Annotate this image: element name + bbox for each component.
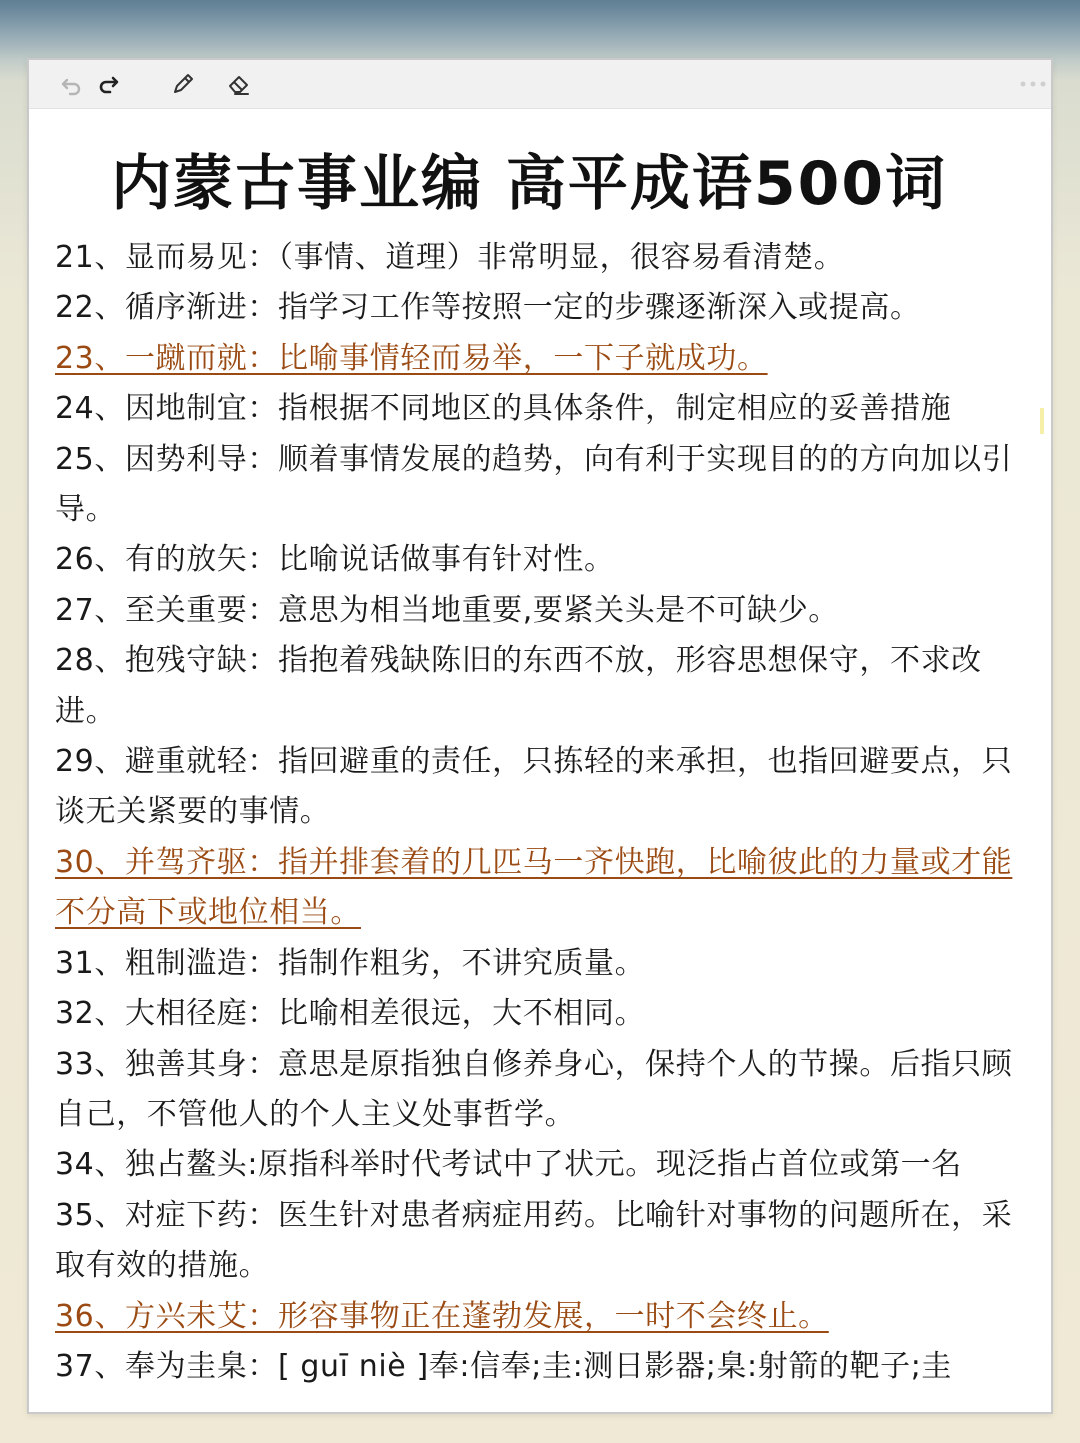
undo-button[interactable] xyxy=(57,70,85,98)
idiom-entry: 26、有的放矢：比喻说话做事有针对性。 xyxy=(55,542,615,578)
background-top-glow xyxy=(0,0,1080,60)
idiom-entry: 33、独善其身：意思是原指独自修养身心，保持个人的节操。后指只顾自己，不管他人的个人主义处事哲学。 xyxy=(55,1046,1013,1132)
eraser-tool-button[interactable] xyxy=(225,70,253,98)
editor-toolbar xyxy=(29,60,1051,109)
idiom-list xyxy=(55,233,1030,1392)
idiom-entry: 25、因势利导：顺着事情发展的趋势，向有利于实现目的的方向加以引导。 xyxy=(55,441,1013,528)
idiom-entry: 22、循序渐进：指学习工作等按照一定的步骤逐渐深入或提高。 xyxy=(55,290,921,326)
redo-icon xyxy=(97,72,121,96)
highlight-mark xyxy=(1040,408,1044,434)
idiom-entry: 28、抱残守缺：指抱着残缺陈旧的东西不放，形容思想保守，不求改进。 xyxy=(55,643,982,729)
idiom-entry: 37、奉为圭臬：[ guī niè ]奉:信奉;圭:测日影器;臬:射箭的靶子;圭 xyxy=(55,1348,953,1384)
note-window xyxy=(27,58,1053,1414)
idiom-entry: 35、对症下药：医生针对患者病症用药。比喻针对事物的问题所在，采取有效的措施。 xyxy=(55,1197,1013,1284)
pen-tool-button[interactable] xyxy=(169,70,197,98)
idiom-entry: 21、显而易见：（事情、道理）非常明显，很容易看清楚。 xyxy=(55,240,845,275)
page-title: 内蒙古事业编 高平成语500词 xyxy=(111,149,948,219)
idiom-entry: 29、避重就轻：指回避重的责任，只拣轻的来承担，也指回避要点，只谈无关紧要的事情。 xyxy=(55,744,1013,830)
idiom-entry: 32、大相径庭：比喻相差很远，大不相同。 xyxy=(55,996,646,1032)
idiom-entry-highlighted: 36、方兴未艾：形容事物正在蓬勃发展，一时不会终止。 xyxy=(55,1298,829,1334)
more-options-button[interactable] xyxy=(1019,70,1047,98)
note-content xyxy=(29,149,1051,1392)
idiom-entry-highlighted: 23、一蹴而就：比喻事情轻而易举，一下子就成功。 xyxy=(55,340,768,376)
idiom-entry-highlighted: 30、并驾齐驱：指并排套着的几匹马一齐快跑，比喻彼此的力量或才能不分高下或地位相当。 xyxy=(55,844,1013,931)
more-dots-icon xyxy=(1019,79,1047,89)
idiom-entry: 24、因地制宜：指根据不同地区的具体条件，制定相应的妥善措施 xyxy=(55,391,952,427)
idiom-entry: 27、至关重要：意思为相当地重要,要紧关头是不可缺少。 xyxy=(55,592,839,628)
idiom-entry: 31、粗制滥造：指制作粗劣，不讲究质量。 xyxy=(55,945,646,981)
idiom-entry: 34、独占鳌头:原指科举时代考试中了状元。现泛指占首位或第一名 xyxy=(55,1147,962,1183)
redo-button[interactable] xyxy=(95,70,123,98)
eraser-icon xyxy=(226,71,252,97)
pen-icon xyxy=(170,71,196,97)
undo-icon xyxy=(59,72,83,96)
